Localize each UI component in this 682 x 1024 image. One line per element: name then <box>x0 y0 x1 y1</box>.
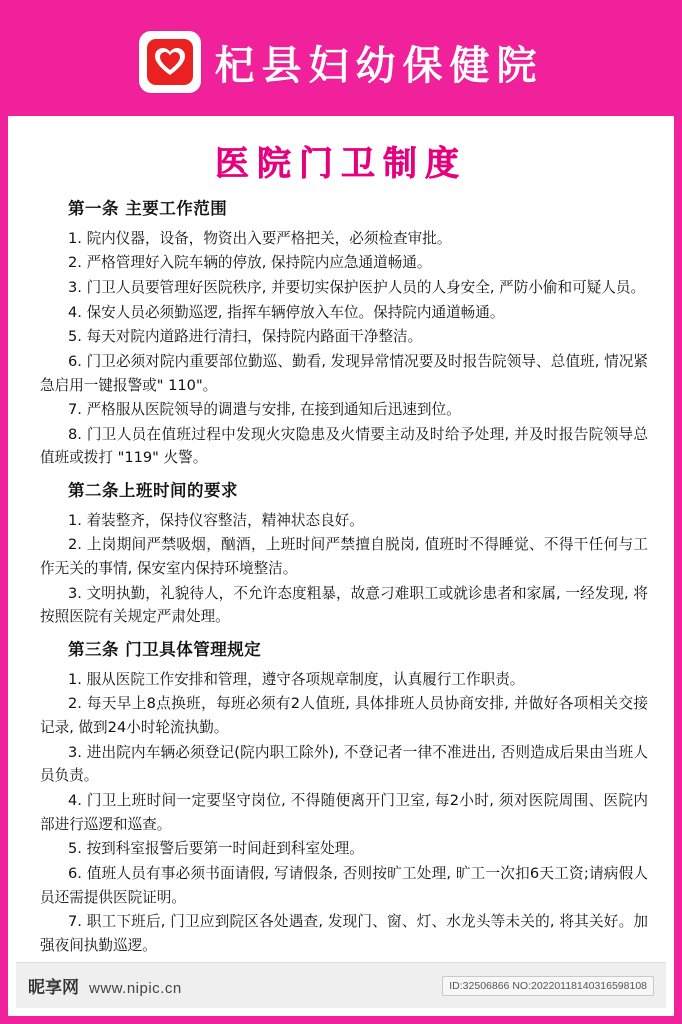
section-1-paragraph-1: 1. 院内仪器，设备，物资出入要严格把关，必须检查审批。 <box>68 229 452 247</box>
brand-url: www.nipic.cn <box>89 980 182 997</box>
section-1-paragraph-7: 7. 严格服从医院领导的调遣与安排, 在接到通知后迅速到位。 <box>68 401 461 419</box>
section-3-paragraph-5: 5. 按到科室报警后要第一时间赶到科室处理。 <box>68 840 364 858</box>
header-banner <box>8 8 674 116</box>
section-heading-2: 第二条上班时间的要求 <box>68 481 238 501</box>
section-1-paragraph-8: 8. 门卫人员在值班过程中发现火灾隐患及火情要主动及时给予处理, 并及时报告院领导总值班或拨打 "119" 火警。 <box>40 425 648 467</box>
section-2-paragraph-2: 2. 上岗期间严禁吸烟，酗酒，上班时间严禁擅自脱岗, 值班时不得睡觉、不得干任何与工作无关的事情, 保安室内保持环境整洁。 <box>40 536 648 578</box>
hospital-heart-logo-icon <box>139 31 201 93</box>
section-2-paragraph-3: 3. 文明执勤，礼貌待人，不允许态度粗暴，故意刁难职工或就诊患者和家属, 一经发现, 将按照医院有关规定严肃处理。 <box>40 584 648 626</box>
section-3-paragraph-6: 6. 值班人员有事必须书面请假, 写请假条, 否则按旷工处理, 旷工一次扣6天工资;请病假人员还需提供医院证明。 <box>40 864 648 906</box>
section-3-paragraph-1: 1. 服从医院工作安排和管理，遵守各项规章制度，认真履行工作职责。 <box>68 670 525 688</box>
document-body <box>40 196 648 952</box>
footer-brand <box>28 973 182 998</box>
brand-name: 昵享网 <box>28 978 79 998</box>
organization-name: 杞县妇幼保健院 <box>214 42 544 89</box>
section-heading-1: 第一条 主要工作范围 <box>68 199 228 218</box>
section-heading-3: 第三条 门卫具体管理规定 <box>68 640 262 660</box>
page-title: 医院门卫制度 <box>215 144 467 184</box>
section-3-paragraph-3: 3. 进出院内车辆必须登记(院内职工除外), 不登记者一律不准进出, 否则造成后果由当班人员负责。 <box>40 743 648 785</box>
section-1-paragraph-4: 4. 保安人员必须勤巡逻, 指挥车辆停放入车位。保持院内通道畅通。 <box>68 303 505 321</box>
section-3-paragraph-7: 7. 职工下班后, 门卫应到院区各处遇查, 发现门、窗、灯、水龙头等未关的, 将其关好。加强夜间执勤巡逻。 <box>40 913 648 954</box>
section-1-paragraph-2: 2. 严格管理好入院车辆的停放, 保持院内应急通道畅通。 <box>68 254 432 272</box>
section-1-paragraph-5: 5. 每天对院内道路进行清扫，保持院内路面干净整洁。 <box>68 328 423 346</box>
section-3-paragraph-2: 2. 每天早上8点换班，每班必须有2人值班, 具体排班人员协商安排, 并做好各项相关交接记录, 做到24小时轮流执勤。 <box>40 695 648 737</box>
section-2-paragraph-1: 1. 着装整齐，保持仪容整洁，精神状态良好。 <box>68 511 364 529</box>
section-1-paragraph-3: 3. 门卫人员要管理好医院秩序, 并要切实保护医护人员的人身安全, 严防小偷和可疑人员。 <box>68 279 646 296</box>
logo-group <box>139 31 544 93</box>
section-3-paragraph-4: 4. 门卫上班时间一定要坚守岗位, 不得随便离开门卫室, 每2小时, 须对医院周围、医院内部进行巡逻和巡查。 <box>40 791 648 833</box>
asset-id-label: ID:32506866 NO:20220118140316598108 <box>442 976 654 996</box>
footer-bar <box>16 962 666 1008</box>
section-1-paragraph-6: 6. 门卫必须对院内重要部位勤巡、勤看, 发现异常情况要及时报告院领导、总值班, 情况紧急启用一键报警或" 110"。 <box>40 352 648 394</box>
